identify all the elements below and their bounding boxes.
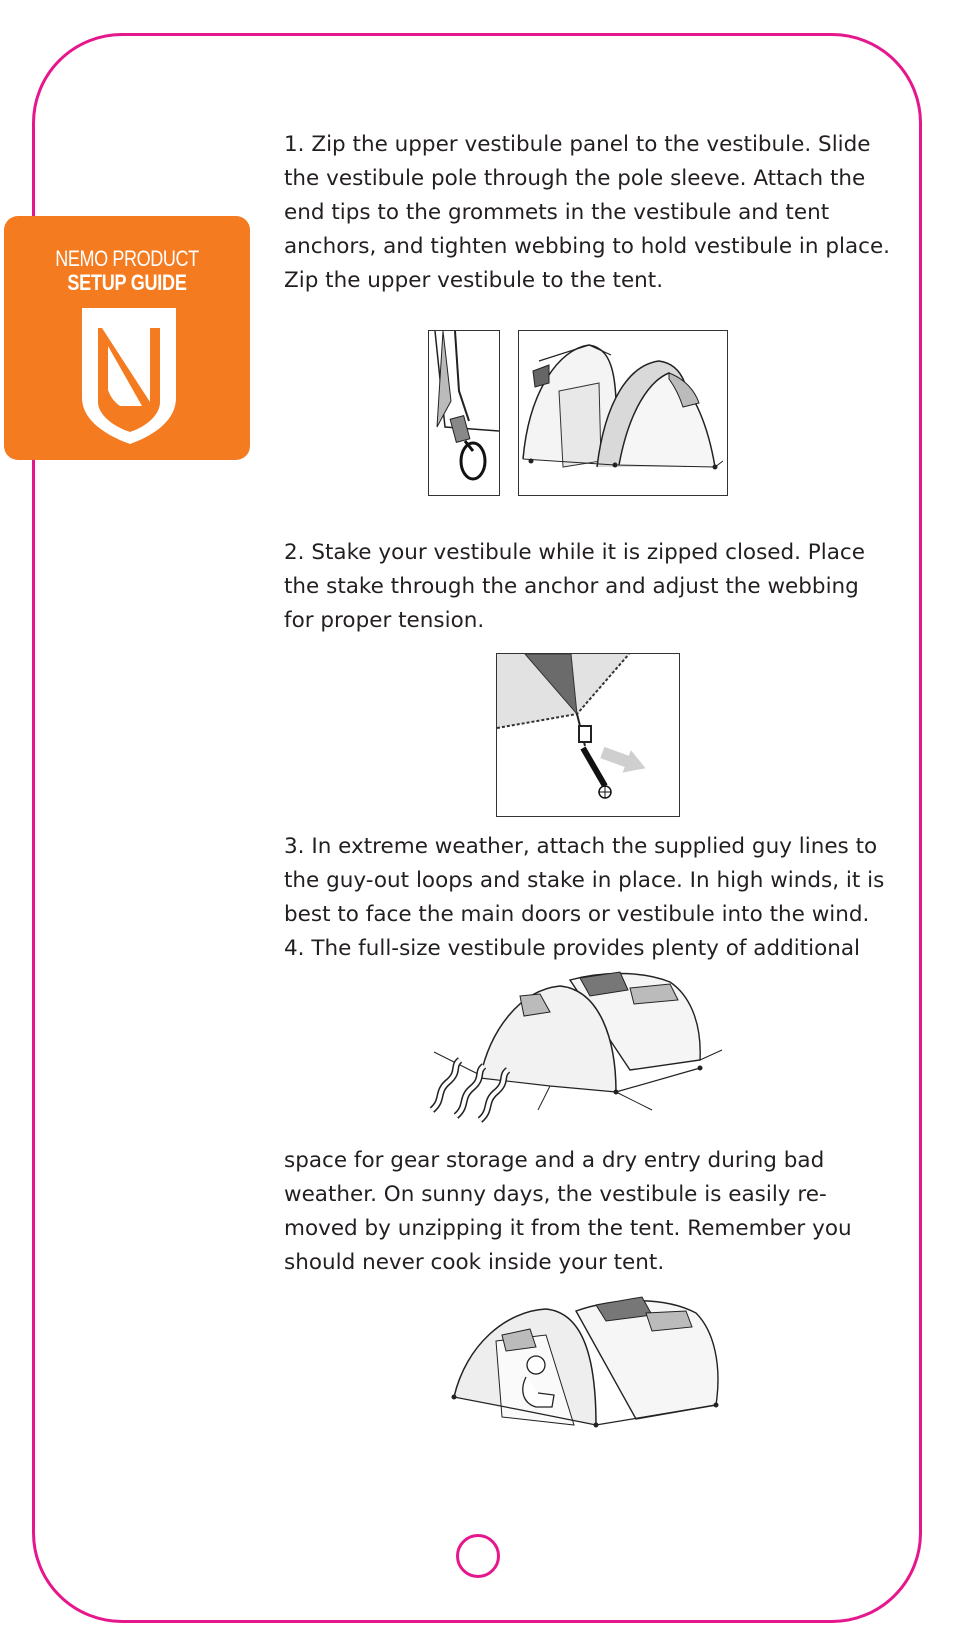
step-2-figure-stake [496,653,680,817]
step-2-text: 2. Stake your vestibule while it is zipped closed. Place the stake through the anchor and adjust the webbing for proper tension. [284,540,865,633]
badge-title-line2: SETUP GUIDE [67,270,187,295]
step-1-figure-grommet [428,330,500,496]
nemo-logo-icon [80,306,178,446]
tent-vestibule-person-illustration [446,1285,736,1445]
setup-guide-badge [4,216,250,460]
page-number-circle [456,1534,500,1578]
step-4-text-start: 4. The full-size vestibule provides plenty of additional [284,936,861,961]
pole-tip-grommet-illustration [429,331,499,495]
tent-with-vestibule-illustration [519,331,727,495]
step-1-text: 1. Zip the upper vestibule panel to the vestibule. Slide the vestibule pole through the pole sleeve. Attach the end tips to the grommets in the vestibule and tent anchors, and tighten webbing to hold vestibule in place. Zip the upper vestibule to the tent. [284,132,891,293]
step-1-figure-tent [518,330,728,496]
step-4-text-end: space for gear storage and a dry entry during bad weather. On sunny days, the vestibule is easily re-moved by unzipping it from the tent. Remember you should never cook inside your tent. [284,1148,852,1275]
guyed-tent-wind-illustration [420,960,730,1132]
stake-anchor-illustration [497,654,679,816]
badge-title-line1: NEMO PRODUCT [55,246,199,271]
step-3-text: 3. In extreme weather, attach the supplied guy lines to the guy-out loops and stake in place. In high winds, it is best to face the main doors or vestibule into the wind. [284,834,885,927]
